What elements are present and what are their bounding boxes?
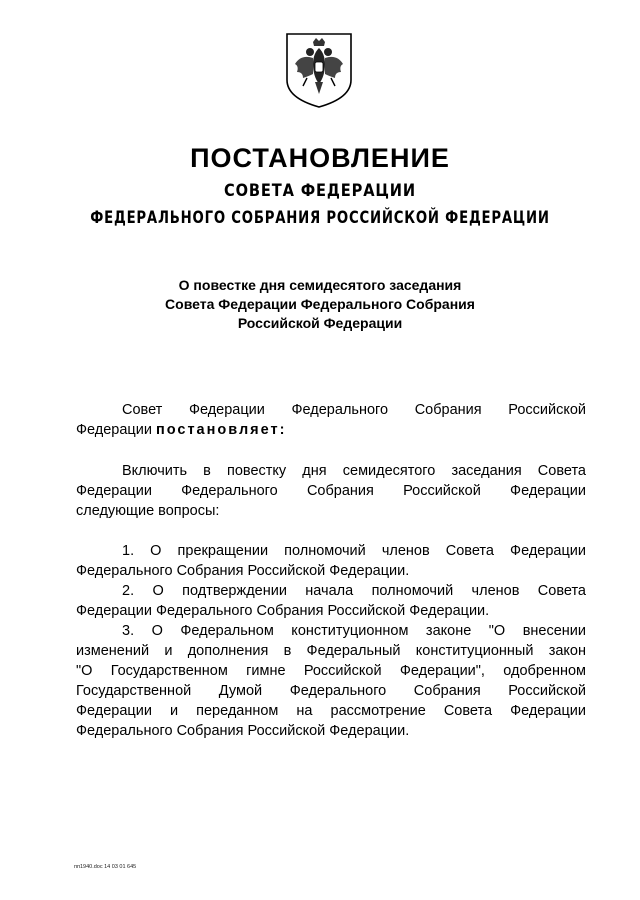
subject-line: О повестке дня семидесятого заседания [178, 277, 462, 293]
agenda-item-line: "О Государственном гимне Российской Федерации", одобренном [76, 663, 586, 679]
agenda-item-line: 2. О подтверждении начала полномочий членов Совета [122, 583, 586, 599]
agenda-item [76, 621, 586, 741]
paragraph-line: Включить в повестку дня семидесятого заседания Совета [122, 463, 586, 479]
document-footer-code: пп1940.doc 14 03 01 645 [74, 864, 137, 870]
agenda-item-line: Федерального Собрания Российской Федерации. [76, 723, 410, 739]
document-subtitle-line-2: ФЕДЕРАЛЬНОГО СОБРАНИЯ РОССИЙСКОЙ ФЕДЕРАЦИИ [90, 208, 550, 228]
paragraph-line: следующие вопросы: [76, 503, 220, 519]
document-subject [80, 276, 560, 333]
agenda-item-line: Федерального Собрания Российской Федерации. [76, 563, 410, 579]
agenda-item-line: Федерации и переданном на рассмотрение Совета Федерации [76, 703, 586, 719]
document-subtitle-line-1: СОВЕТА ФЕДЕРАЦИИ [224, 181, 416, 201]
subject-line: Российской Федерации [237, 315, 403, 331]
coat-of-arms-icon [283, 30, 355, 110]
agenda-item [76, 581, 586, 621]
agenda-item-line: изменений и дополнения в Федеральный конституционный закон [76, 643, 586, 659]
agenda-item-line: 3. О Федеральном конституционном законе "О внесении [122, 623, 586, 639]
agenda-item-line: Федерации Федерального Собрания Российской Федерации. [76, 603, 490, 619]
resolves-emphasis: постановляет: [155, 422, 287, 438]
paragraph-line: Совет Федерации Федерального Собрания Российской [122, 402, 586, 418]
agenda-item [76, 541, 586, 581]
paragraph-line [76, 420, 586, 440]
agenda-item-line: Государственной Думой Федерального Собрания Российской [76, 683, 586, 699]
paragraph-line: Федерации Федерального Собрания Российской Федерации [76, 483, 586, 499]
agenda-items-list [76, 541, 586, 741]
paragraph-text: Федерации [76, 422, 156, 438]
resolution-paragraph [76, 400, 586, 440]
subject-line: Совета Федерации Федерального Собрания [165, 296, 475, 312]
agenda-item-line: 1. О прекращении полномочий членов Совета Федерации [122, 543, 586, 559]
agenda-paragraph [76, 461, 586, 521]
document-title: ПОСТАНОВЛЕНИЕ [190, 143, 450, 173]
